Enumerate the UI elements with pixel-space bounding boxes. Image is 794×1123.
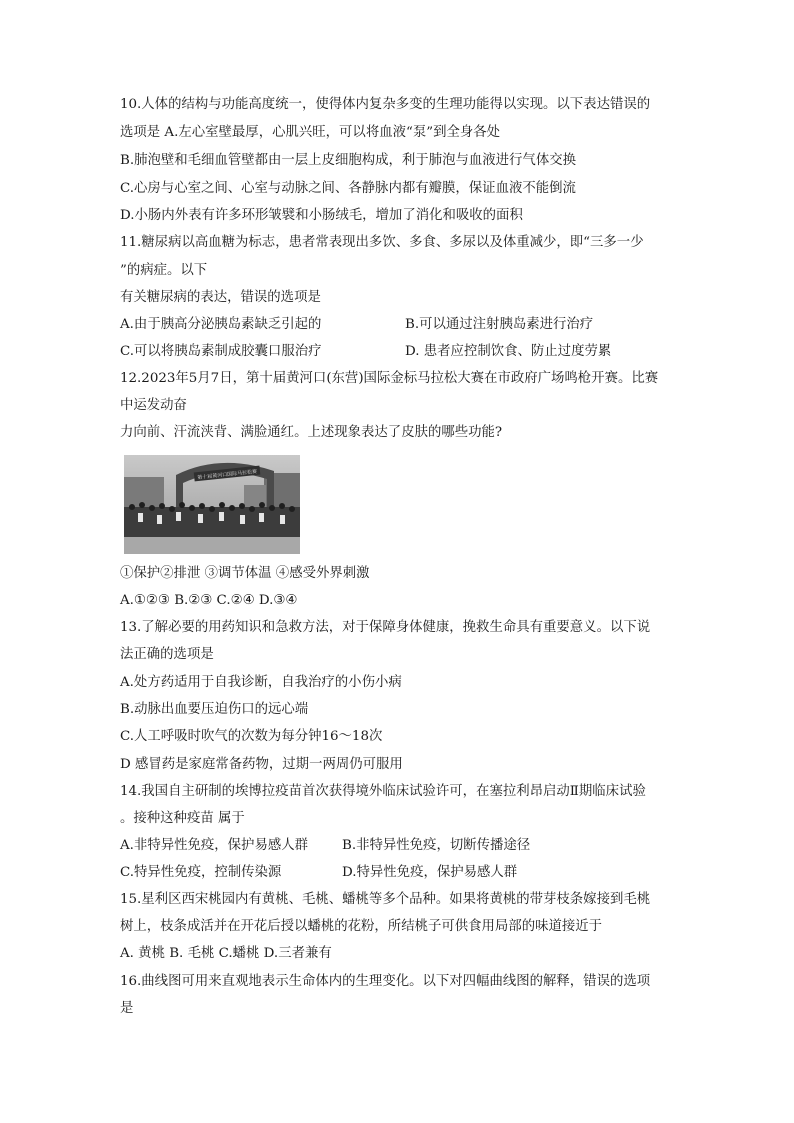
photo-banner-text: 第十届黄河口国际马拉松赛	[197, 468, 258, 482]
q10-option-d: D.小肠内外表有许多环形皱襞和小肠绒毛，增加了消化和吸收的面积	[120, 208, 523, 223]
q16-stem-line-1: 16.曲线图可用来直观地表示生命体内的生理变化。以下对四幅曲线图的解释，错误的选项	[120, 974, 651, 989]
q14-option-a: A.非特异性免疫，保护易感人群	[120, 838, 309, 853]
q13-stem-line-2: 法正确的选项是	[120, 647, 214, 662]
q13-stem-line-1: 13.了解必要的用药知识和急救方法，对于保障身体健康，挽救生命具有重要意义。以下说	[120, 620, 651, 635]
q15-stem-line-2: 树上，枝条成活并在开花后授以蟠桃的花粉，所结桃子可供食用局部的味道接近于	[120, 919, 603, 934]
q15-options: A. 黄桃 B. 毛桃 C.蟠桃 D.三者兼有	[120, 946, 332, 961]
q11-stem-line-2: ”的病症。以下	[120, 263, 208, 278]
q14-stem-line-1: 14.我国自主研制的埃博拉疫苗首次获得境外临床试验许可，在塞拉利昂启动Ⅱ期临床试验	[120, 784, 646, 799]
q13-option-b: B.动脉出血要压迫伤口的远心端	[120, 702, 309, 717]
q11-option-a: A.由于胰高分泌胰岛素缺乏引起的	[120, 317, 322, 332]
q14-option-b: B.非特异性免疫，切断传播途径	[342, 838, 531, 853]
q12-stem-line-3: 力向前、汗流浃背、满脸通红。上述现象表达了皮肤的哪些功能?	[120, 425, 503, 440]
q14-option-c: C.特异性免疫，控制传染源	[120, 865, 282, 880]
q13-option-c: C.人工呼吸时吹气的次数为每分钟16～18次	[120, 729, 383, 744]
marathon-start-photo	[124, 455, 300, 554]
q13-option-a: A.处方药适用于自我诊断，自我治疗的小伤小病	[120, 675, 402, 690]
q12-stem-line-1: 12.2023年5月7日，第十届黄河口(东营)国际金标马拉松大赛在市政府广场鸣枪开赛。比赛	[120, 371, 659, 386]
q11-stem-line-1: 11.糖尿病以高血糖为标志，患者常表现出多饮、多食、多尿以及体重减少，即“三多一少	[120, 235, 644, 250]
q13-option-d: D 感冒药是家庭常备药物，过期一两周仍可服用	[120, 757, 403, 772]
q11-stem-line-3: 有关糖尿病的表达，错误的选项是	[120, 290, 321, 305]
q12-items: ①保护②排泄 ③调节体温 ④感受外界刺激	[120, 566, 370, 581]
q15-stem-line-1: 15.星利区西宋桃园内有黄桃、毛桃、蟠桃等多个品种。如果将黄桃的带芽枝条嫁接到毛桃	[120, 892, 651, 907]
q10-stem-line-1: 10.人体的结构与功能高度统一，使得体内复杂多变的生理功能得以实现。以下表达错误的	[120, 97, 651, 112]
q12-stem-line-2: 中运发动奋	[120, 398, 187, 413]
marathon-photo-drawing	[124, 455, 300, 554]
q10-stem-line-2: 选项是 A.左心室壁最厚，心肌兴旺，可以将血液“泵”到全身各处	[120, 125, 501, 140]
q11-option-d: D. 患者应控制饮食、防止过度劳累	[405, 344, 612, 359]
q12-options: A.①②③ B.②③ C.②④ D.③④	[120, 593, 298, 608]
q10-option-b: B.肺泡壁和毛细血管壁都由一层上皮细胞构成，利于肺泡与血液进行气体交换	[120, 153, 576, 168]
q16-stem-line-2: 是	[120, 1001, 134, 1016]
q11-option-b: B.可以通过注射胰岛素进行治疗	[405, 317, 594, 332]
q10-option-c: C.心房与心室之间、心室与动脉之间、各静脉内都有瓣膜，保证血液不能倒流	[120, 181, 576, 196]
q14-stem-line-2: 。接种这种疫苗 属于	[120, 811, 245, 826]
q11-option-c: C.可以将胰岛素制成胶囊口服治疗	[120, 344, 322, 359]
q14-option-d: D.特异性免疫，保护易感人群	[342, 865, 518, 880]
